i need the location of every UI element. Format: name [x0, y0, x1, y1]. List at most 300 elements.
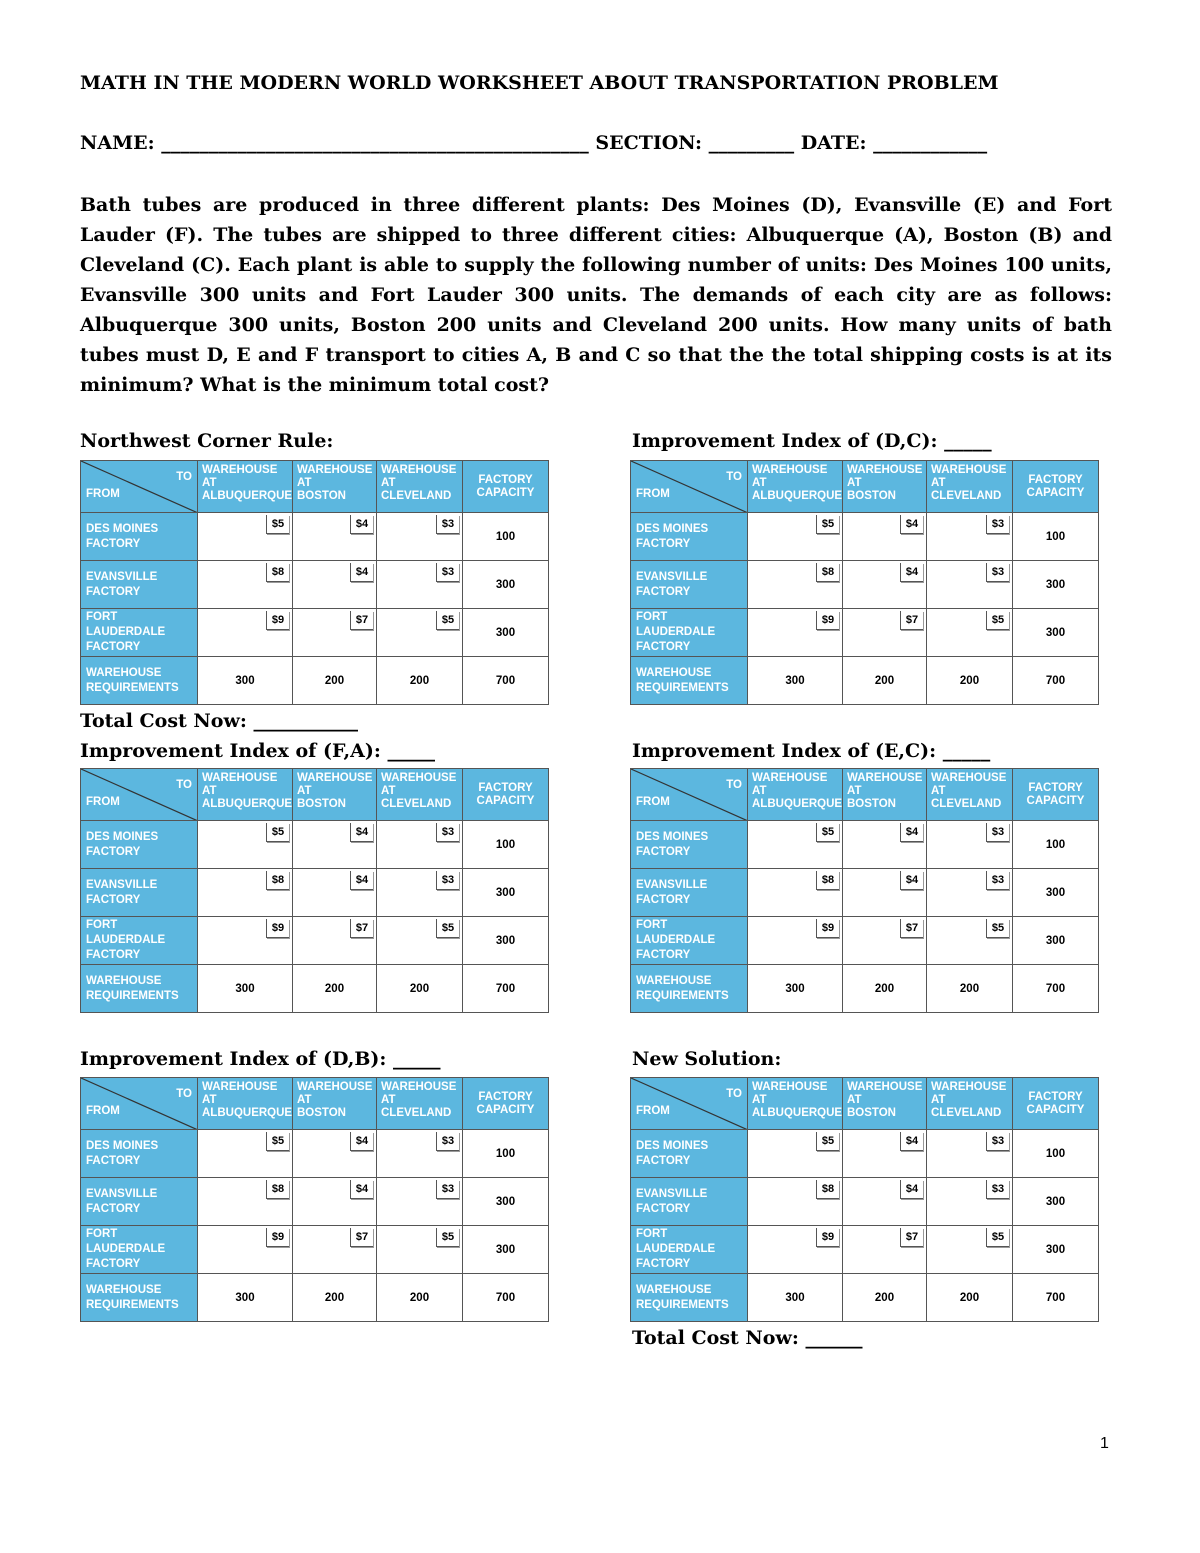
warehouse-column-header — [198, 769, 293, 821]
unit-cost-box: $5 — [986, 1228, 1009, 1247]
column-header-line: CLEVELAND — [931, 490, 1002, 502]
allocation-cell[interactable] — [843, 1226, 927, 1274]
allocation-cell[interactable] — [843, 917, 927, 965]
capacity-header-line: FACTORY — [478, 473, 533, 486]
allocation-cell[interactable] — [198, 561, 293, 609]
factory-capacity-value: 300 — [463, 869, 549, 917]
warehouse-requirement-value: 200 — [293, 965, 377, 1013]
factory-capacity-header — [1013, 769, 1099, 821]
unit-cost-box: $4 — [900, 871, 923, 890]
warehouse-requirement-value: 200 — [293, 1274, 377, 1322]
column-header-line: AT — [381, 1094, 396, 1106]
factory-row — [81, 1226, 549, 1274]
warehouse-column-header — [748, 769, 843, 821]
column-header-line: AT — [752, 477, 767, 489]
requirements-header-line: REQUIREMENTS — [636, 989, 729, 1002]
unit-cost-box: $4 — [350, 563, 373, 582]
allocation-cell[interactable] — [927, 561, 1013, 609]
warehouse-requirement-value: 200 — [843, 657, 927, 705]
allocation-cell[interactable] — [843, 561, 927, 609]
column-header-line: AT — [297, 477, 312, 489]
to-label: TO — [176, 779, 192, 791]
factory-capacity-value: 300 — [1013, 917, 1099, 965]
column-header-line: WAREHOUSE — [297, 1081, 373, 1093]
warehouse-requirement-value: 200 — [377, 965, 463, 1013]
warehouse-column-header — [377, 769, 463, 821]
allocation-cell[interactable] — [748, 917, 843, 965]
unit-cost-box: $9 — [816, 919, 839, 938]
allocation-cell[interactable] — [293, 513, 377, 561]
to-label: TO — [176, 471, 192, 483]
column-header-line: AT — [847, 477, 862, 489]
factory-row-header — [81, 821, 198, 869]
total-units-value: 700 — [463, 1274, 549, 1322]
allocation-cell[interactable] — [293, 609, 377, 657]
column-header-line: BOSTON — [847, 798, 896, 810]
factory-name-line: FACTORY — [636, 641, 691, 653]
factory-name-line: FACTORY — [86, 537, 141, 550]
warehouse-column-header — [377, 1078, 463, 1130]
factory-capacity-value: 300 — [1013, 1226, 1099, 1274]
allocation-cell[interactable] — [927, 869, 1013, 917]
requirements-header-line: WAREHOUSE — [636, 974, 712, 987]
warehouse-column-header — [843, 1078, 927, 1130]
factory-name-line: FACTORY — [86, 893, 141, 906]
allocation-cell[interactable] — [293, 869, 377, 917]
unit-cost-box: $4 — [350, 1180, 373, 1199]
factory-row-header — [631, 869, 748, 917]
column-header-line: WAREHOUSE — [931, 464, 1007, 476]
column-header-line: ALBUQUERQUE — [202, 798, 293, 810]
factory-row-header — [631, 561, 748, 609]
factory-row — [631, 609, 1099, 657]
factory-name-line: FACTORY — [636, 1202, 691, 1215]
unit-cost-box: $5 — [986, 919, 1009, 938]
unit-cost-box: $3 — [436, 515, 459, 534]
warehouse-column-header — [198, 1078, 293, 1130]
factory-capacity-value: 100 — [1013, 1130, 1099, 1178]
allocation-cell[interactable] — [377, 1130, 463, 1178]
label-improvement-db: Improvement Index of (D,B): _____ — [80, 1048, 441, 1070]
from-label: FROM — [86, 1105, 120, 1117]
label-northwest-corner: Northwest Corner Rule: — [80, 430, 334, 452]
column-header-line: AT — [752, 1094, 767, 1106]
requirements-row — [631, 965, 1099, 1013]
allocation-cell[interactable] — [198, 609, 293, 657]
column-header-line: WAREHOUSE — [847, 1081, 923, 1093]
diagonal-divider — [81, 769, 198, 821]
unit-cost-box: $9 — [266, 611, 289, 630]
diagonal-divider — [81, 1078, 198, 1130]
warehouse-requirement-value: 200 — [927, 1274, 1013, 1322]
allocation-cell[interactable] — [198, 917, 293, 965]
unit-cost-box: $5 — [266, 823, 289, 842]
column-header-line: WAREHOUSE — [297, 464, 373, 476]
allocation-cell[interactable] — [748, 561, 843, 609]
allocation-cell[interactable] — [293, 821, 377, 869]
table-new-solution — [630, 1077, 1099, 1322]
to-label: TO — [176, 1088, 192, 1100]
factory-name-line: EVANSVILLE — [86, 1187, 158, 1200]
column-header-line: WAREHOUSE — [381, 1081, 457, 1093]
warehouse-requirement-value: 200 — [377, 657, 463, 705]
warehouse-requirement-value: 300 — [748, 965, 843, 1013]
capacity-header-line: CAPACITY — [476, 794, 535, 807]
requirements-row — [631, 657, 1099, 705]
unit-cost-box: $3 — [986, 515, 1009, 534]
requirements-header-line: WAREHOUSE — [86, 1283, 162, 1296]
unit-cost-box: $7 — [900, 919, 923, 938]
requirements-header-line: REQUIREMENTS — [636, 1298, 729, 1311]
allocation-cell[interactable] — [843, 869, 927, 917]
unit-cost-box: $3 — [436, 871, 459, 890]
label-improvement-fa: Improvement Index of (F,A): _____ — [80, 740, 436, 762]
warehouse-column-header — [927, 769, 1013, 821]
unit-cost-box: $4 — [350, 515, 373, 534]
factory-name-line: FACTORY — [636, 537, 691, 550]
column-header-line: AT — [847, 785, 862, 797]
problem-statement: Bath tubes are produced in three different plants: Des Moines (D), Evansville (E) and Fort Lauder (F). The tubes are shipped to three different cities: Albuquerque (A), Boston (B) and Cleveland (C). Each plant is able to supply the following number of units: Des Moines 100 units, Evansville 300 units and Fort Lauder 300 units. The demands of each city are as follows: Albuquerque 300 units, Boston 200 units and Cleveland 200 units. How many units of bath tubes must D, E and F transport to cities A, B and C so that the the total shipping costs is at its minimum? What is the minimum total cost? — [80, 194, 1112, 396]
total-units-value: 700 — [1013, 657, 1099, 705]
factory-capacity-header — [463, 1078, 549, 1130]
allocation-cell[interactable] — [927, 1226, 1013, 1274]
requirements-row-header — [81, 965, 198, 1013]
factory-row-header — [81, 1226, 198, 1274]
allocation-cell[interactable] — [927, 917, 1013, 965]
name-section-date-line: NAME: _____________________________________________ SECTION: _________ DATE: ____________ — [80, 132, 988, 154]
allocation-cell[interactable] — [927, 609, 1013, 657]
diagonal-divider — [631, 769, 748, 821]
allocation-cell[interactable] — [293, 1178, 377, 1226]
unit-cost-box: $4 — [900, 1132, 923, 1151]
column-header-line: AT — [202, 1094, 217, 1106]
column-header-line: ALBUQUERQUE — [752, 798, 843, 810]
factory-row-header — [631, 1130, 748, 1178]
factory-name-line: DES MOINES — [86, 522, 159, 535]
capacity-header-line: CAPACITY — [476, 1103, 535, 1116]
label-new-solution: New Solution: — [632, 1048, 782, 1070]
allocation-cell[interactable] — [198, 821, 293, 869]
allocation-cell[interactable] — [293, 1130, 377, 1178]
requirements-row-header — [631, 1274, 748, 1322]
to-label: TO — [726, 779, 742, 791]
unit-cost-box: $9 — [816, 1228, 839, 1247]
to-from-corner — [631, 461, 748, 513]
factory-name-line: DES MOINES — [636, 522, 709, 535]
warehouse-column-header — [377, 461, 463, 513]
factory-row-header — [631, 917, 748, 965]
allocation-cell[interactable] — [293, 917, 377, 965]
to-from-corner — [631, 1078, 748, 1130]
allocation-cell[interactable] — [198, 1130, 293, 1178]
warehouse-requirement-value: 300 — [748, 1274, 843, 1322]
allocation-cell[interactable] — [377, 1226, 463, 1274]
column-header-line: BOSTON — [297, 490, 346, 502]
factory-capacity-value: 300 — [1013, 1178, 1099, 1226]
unit-cost-box: $9 — [266, 919, 289, 938]
column-header-line: CLEVELAND — [381, 798, 452, 810]
factory-capacity-header — [463, 461, 549, 513]
factory-row-header — [81, 561, 198, 609]
factory-name-line: FACTORY — [86, 949, 141, 961]
factory-name-line: FACTORY — [86, 1154, 141, 1167]
warehouse-requirement-value: 300 — [198, 1274, 293, 1322]
factory-capacity-header — [463, 769, 549, 821]
unit-cost-box: $7 — [900, 1228, 923, 1247]
unit-cost-box: $5 — [986, 611, 1009, 630]
to-from-corner — [81, 769, 198, 821]
factory-capacity-header — [1013, 461, 1099, 513]
factory-name-line: FACTORY — [636, 585, 691, 598]
factory-row-header — [81, 609, 198, 657]
unit-cost-box: $4 — [900, 563, 923, 582]
requirements-header-line: REQUIREMENTS — [86, 989, 179, 1002]
allocation-cell[interactable] — [927, 1178, 1013, 1226]
requirements-header-line: WAREHOUSE — [636, 1283, 712, 1296]
column-header-line: WAREHOUSE — [752, 1081, 828, 1093]
factory-row — [81, 1178, 549, 1226]
allocation-cell[interactable] — [293, 561, 377, 609]
warehouse-requirement-value: 300 — [198, 657, 293, 705]
factory-name-line: FACTORY — [636, 1154, 691, 1167]
table-northwest — [80, 460, 549, 705]
column-header-line: WAREHOUSE — [381, 464, 457, 476]
factory-capacity-value: 300 — [463, 609, 549, 657]
column-header-line: AT — [297, 1094, 312, 1106]
column-header-line: AT — [931, 785, 946, 797]
allocation-cell[interactable] — [748, 1226, 843, 1274]
requirements-row-header — [81, 657, 198, 705]
allocation-cell[interactable] — [377, 869, 463, 917]
factory-row-header — [81, 513, 198, 561]
factory-row-header — [81, 1178, 198, 1226]
table-improvement-db — [80, 1077, 549, 1322]
factory-row-header — [631, 513, 748, 561]
allocation-cell[interactable] — [843, 513, 927, 561]
warehouse-column-header — [293, 1078, 377, 1130]
factory-capacity-value: 300 — [463, 1226, 549, 1274]
unit-cost-box: $5 — [436, 919, 459, 938]
label-improvement-ec: Improvement Index of (E,C): _____ — [632, 740, 991, 762]
allocation-cell[interactable] — [927, 1130, 1013, 1178]
factory-capacity-value: 100 — [1013, 513, 1099, 561]
to-from-corner — [631, 769, 748, 821]
allocation-cell[interactable] — [293, 1226, 377, 1274]
column-header-line: AT — [202, 477, 217, 489]
column-header-line: WAREHOUSE — [202, 772, 278, 784]
factory-name-line: FACTORY — [636, 1258, 691, 1270]
requirements-row-header — [631, 965, 748, 1013]
warehouse-column-header — [748, 1078, 843, 1130]
allocation-cell[interactable] — [748, 1130, 843, 1178]
unit-cost-box: $5 — [436, 611, 459, 630]
factory-name-line: FACTORY — [86, 1258, 141, 1270]
factory-name-line: FORT LAUDERDALE — [86, 1228, 166, 1255]
column-header-line: BOSTON — [297, 798, 346, 810]
column-header-line: AT — [381, 785, 396, 797]
page-number: 1 — [1100, 1435, 1109, 1452]
allocation-cell[interactable] — [927, 513, 1013, 561]
factory-row-header — [631, 1178, 748, 1226]
column-header-line: BOSTON — [847, 490, 896, 502]
unit-cost-box: $7 — [900, 611, 923, 630]
factory-row — [81, 513, 549, 561]
factory-row-header — [81, 917, 198, 965]
unit-cost-box: $3 — [986, 871, 1009, 890]
table-improvement-ec — [630, 768, 1099, 1013]
allocation-cell[interactable] — [748, 513, 843, 561]
column-header-line: CLEVELAND — [931, 798, 1002, 810]
factory-name-line: FACTORY — [636, 949, 691, 961]
diagonal-divider — [631, 1078, 748, 1130]
allocation-cell[interactable] — [198, 1226, 293, 1274]
warehouse-requirement-value: 200 — [843, 1274, 927, 1322]
unit-cost-box: $5 — [816, 515, 839, 534]
factory-name-line: FACTORY — [636, 893, 691, 906]
requirements-row-header — [631, 657, 748, 705]
unit-cost-box: $4 — [900, 515, 923, 534]
worksheet-title: MATH IN THE MODERN WORLD WORKSHEET ABOUT TRANSPORTATION PROBLEM — [80, 72, 999, 94]
allocation-cell[interactable] — [843, 1130, 927, 1178]
factory-row — [631, 1226, 1099, 1274]
allocation-cell[interactable] — [748, 869, 843, 917]
factory-row — [81, 561, 549, 609]
requirements-row — [81, 657, 549, 705]
unit-cost-box: $3 — [436, 1132, 459, 1151]
unit-cost-box: $5 — [436, 1228, 459, 1247]
unit-cost-box: $3 — [436, 823, 459, 842]
allocation-cell[interactable] — [377, 561, 463, 609]
column-header-line: BOSTON — [847, 1107, 896, 1119]
unit-cost-box: $3 — [986, 563, 1009, 582]
allocation-cell[interactable] — [198, 1178, 293, 1226]
allocation-cell[interactable] — [748, 609, 843, 657]
unit-cost-box: $4 — [350, 1132, 373, 1151]
allocation-cell[interactable] — [748, 1178, 843, 1226]
factory-row — [81, 869, 549, 917]
allocation-cell[interactable] — [198, 513, 293, 561]
capacity-header-line: CAPACITY — [1026, 1103, 1085, 1116]
unit-cost-box: $3 — [986, 1180, 1009, 1199]
column-header-line: WAREHOUSE — [931, 1081, 1007, 1093]
from-label: FROM — [86, 796, 120, 808]
column-header-line: BOSTON — [297, 1107, 346, 1119]
factory-row-header — [81, 869, 198, 917]
factory-row-header — [631, 821, 748, 869]
from-label: FROM — [636, 1105, 670, 1117]
allocation-cell[interactable] — [377, 1178, 463, 1226]
capacity-header-line: CAPACITY — [1026, 486, 1085, 499]
allocation-cell[interactable] — [198, 869, 293, 917]
unit-cost-box: $4 — [900, 1180, 923, 1199]
factory-name-line: EVANSVILLE — [86, 878, 158, 891]
unit-cost-box: $8 — [266, 563, 289, 582]
allocation-cell[interactable] — [377, 917, 463, 965]
factory-capacity-value: 300 — [1013, 609, 1099, 657]
factory-name-line: FORT LAUDERDALE — [86, 919, 166, 946]
warehouse-column-header — [198, 461, 293, 513]
to-from-corner — [81, 1078, 198, 1130]
allocation-cell[interactable] — [748, 821, 843, 869]
unit-cost-box: $3 — [436, 1180, 459, 1199]
factory-row — [81, 917, 549, 965]
unit-cost-box: $4 — [350, 823, 373, 842]
requirements-row — [81, 1274, 549, 1322]
requirements-row — [631, 1274, 1099, 1322]
requirements-row — [81, 965, 549, 1013]
unit-cost-box: $9 — [816, 611, 839, 630]
column-header-line: WAREHOUSE — [752, 772, 828, 784]
unit-cost-box: $5 — [816, 823, 839, 842]
column-header-line: AT — [847, 1094, 862, 1106]
column-header-line: CLEVELAND — [381, 490, 452, 502]
column-header-line: AT — [381, 477, 396, 489]
column-header-line: WAREHOUSE — [297, 772, 373, 784]
column-header-line: AT — [931, 477, 946, 489]
unit-cost-box: $7 — [350, 1228, 373, 1247]
warehouse-column-header — [843, 461, 927, 513]
factory-name-line: FORT LAUDERDALE — [636, 611, 716, 638]
column-header-line: CLEVELAND — [931, 1107, 1002, 1119]
factory-capacity-header — [1013, 1078, 1099, 1130]
factory-capacity-value: 300 — [463, 561, 549, 609]
requirements-header-line: REQUIREMENTS — [636, 681, 729, 694]
allocation-cell[interactable] — [843, 609, 927, 657]
total-units-value: 700 — [463, 657, 549, 705]
allocation-cell[interactable] — [377, 513, 463, 561]
requirements-header-line: REQUIREMENTS — [86, 1298, 179, 1311]
label-improvement-dc: Improvement Index of (D,C): _____ — [632, 430, 992, 452]
factory-row — [631, 917, 1099, 965]
factory-row — [81, 821, 549, 869]
factory-name-line: FACTORY — [86, 641, 141, 653]
factory-name-line: FORT LAUDERDALE — [636, 1228, 716, 1255]
factory-row — [631, 1130, 1099, 1178]
table-improvement-fa — [80, 768, 549, 1013]
total-cost-now-2: Total Cost Now: ______ — [632, 1327, 863, 1349]
allocation-cell[interactable] — [927, 821, 1013, 869]
allocation-cell[interactable] — [377, 609, 463, 657]
to-from-corner — [81, 461, 198, 513]
diagonal-divider — [631, 461, 748, 513]
factory-name-line: DES MOINES — [636, 830, 709, 843]
allocation-cell[interactable] — [377, 821, 463, 869]
unit-cost-box: $8 — [266, 1180, 289, 1199]
unit-cost-box: $3 — [986, 823, 1009, 842]
warehouse-column-header — [293, 769, 377, 821]
unit-cost-box: $8 — [816, 563, 839, 582]
factory-row-header — [631, 609, 748, 657]
unit-cost-box: $5 — [816, 1132, 839, 1151]
warehouse-column-header — [927, 461, 1013, 513]
column-header-line: CLEVELAND — [381, 1107, 452, 1119]
table-improvement-dc — [630, 460, 1099, 705]
allocation-cell[interactable] — [843, 821, 927, 869]
warehouse-requirement-value: 200 — [293, 657, 377, 705]
factory-capacity-value: 100 — [463, 821, 549, 869]
warehouse-requirement-value: 200 — [927, 657, 1013, 705]
to-label: TO — [726, 1088, 742, 1100]
warehouse-column-header — [927, 1078, 1013, 1130]
allocation-cell[interactable] — [843, 1178, 927, 1226]
from-label: FROM — [636, 796, 670, 808]
column-header-line: WAREHOUSE — [847, 464, 923, 476]
factory-capacity-value: 300 — [463, 917, 549, 965]
factory-capacity-value: 100 — [463, 1130, 549, 1178]
unit-cost-box: $8 — [266, 871, 289, 890]
factory-name-line: FACTORY — [86, 1202, 141, 1215]
column-header-line: ALBUQUERQUE — [752, 1107, 843, 1119]
